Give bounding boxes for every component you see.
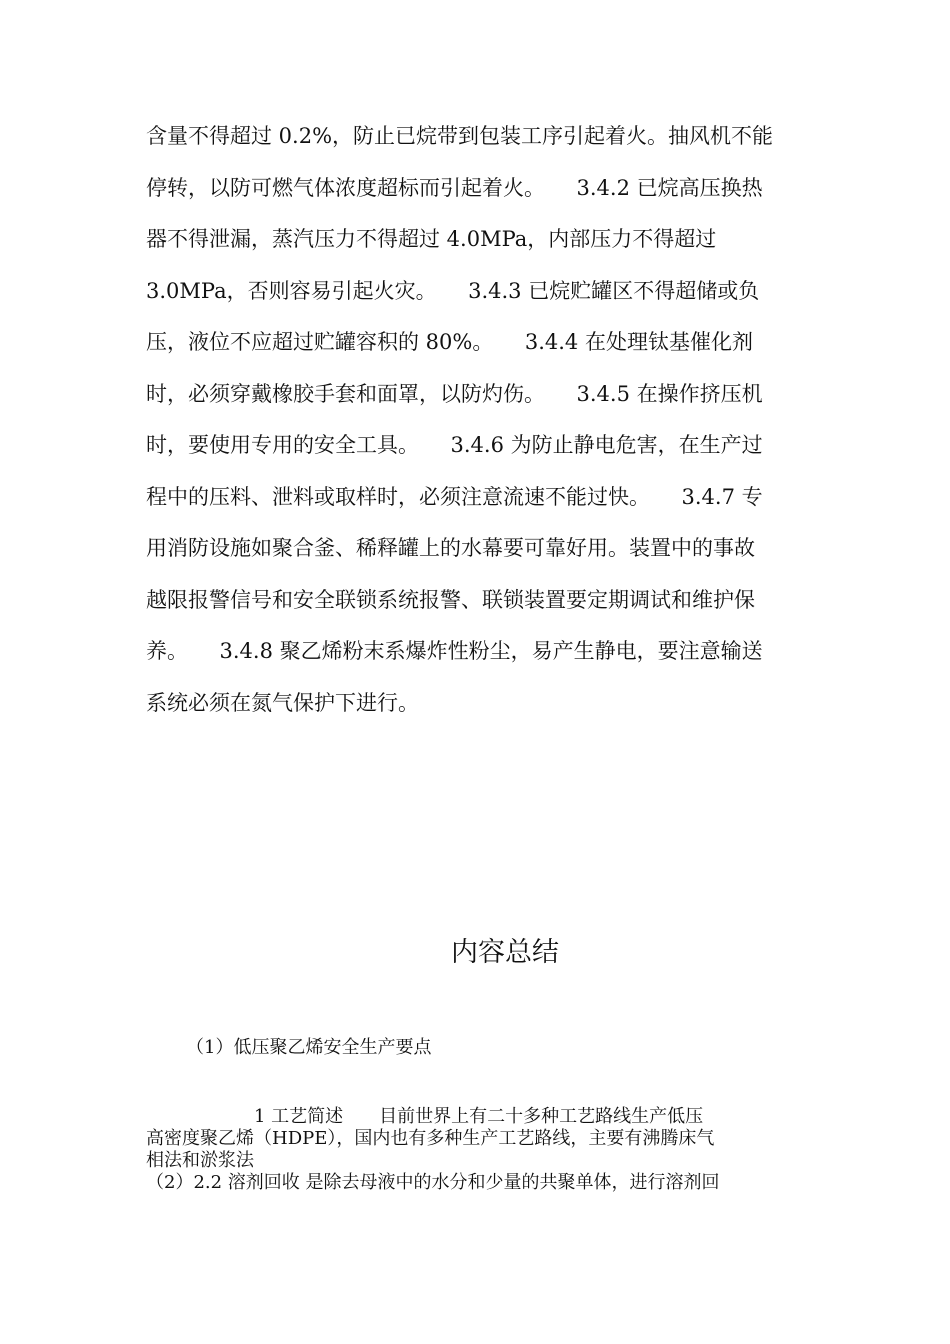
summary-title: 内容总结 <box>451 937 559 968</box>
body-line: 3.0MPa，否则容易引起火灾。 3.4.3 已烷贮罐区不得超储或负 <box>146 278 760 303</box>
summary-line: 1 工艺简述 目前世界上有二十多种工艺路线生产低压 <box>146 1106 704 1127</box>
body-line: 时，要使用专用的安全工具。 3.4.6 为防止静电危害，在生产过 <box>146 433 763 457</box>
body-line: 系统必须在氮气保护下进行。 <box>146 690 419 715</box>
summary-item: （1）低压聚乙烯安全生产要点 <box>186 1037 432 1058</box>
body-line: 压，液位不应超过贮罐容积的 80%。 3.4.4 在处理钛基催化剂 <box>146 330 753 354</box>
body-line: 器不得泄漏，蒸汽压力不得超过 4.0MPa，内部压力不得超过 <box>146 227 717 251</box>
summary-paragraph <box>146 1106 816 1194</box>
body-line: 停转，以防可燃气体浓度超标而引起着火。 3.4.2 已烷高压换热 <box>146 175 763 200</box>
body-paragraph <box>146 114 806 732</box>
body-line: 养。 3.4.8 聚乙烯粉末系爆炸性粉尘，易产生静电，要注意输送 <box>146 639 763 663</box>
summary-line: （2）2.2 溶剂回收 是除去母液中的水分和少量的共聚单体，进行溶剂回 <box>146 1172 720 1193</box>
body-line: 用消防设施如聚合釜、稀释罐上的水幕要可靠好用。装置中的事故 <box>146 536 755 560</box>
body-line: 程中的压料、泄料或取样时，必须注意流速不能过快。 3.4.7 专 <box>146 484 763 509</box>
body-line: 时，必须穿戴橡胶手套和面罩，以防灼伤。 3.4.5 在操作挤压机 <box>146 381 763 406</box>
summary-line: 高密度聚乙烯（HDPE），国内也有多种生产工艺路线，主要有沸腾床气 <box>146 1128 715 1149</box>
summary-line: 相法和淤浆法 <box>146 1150 254 1171</box>
body-line: 含量不得超过 0.2%，防止已烷带到包装工序引起着火。抽风机不能 <box>146 124 774 148</box>
body-line: 越限报警信号和安全联锁系统报警、联锁装置要定期调试和维护保 <box>146 587 755 612</box>
